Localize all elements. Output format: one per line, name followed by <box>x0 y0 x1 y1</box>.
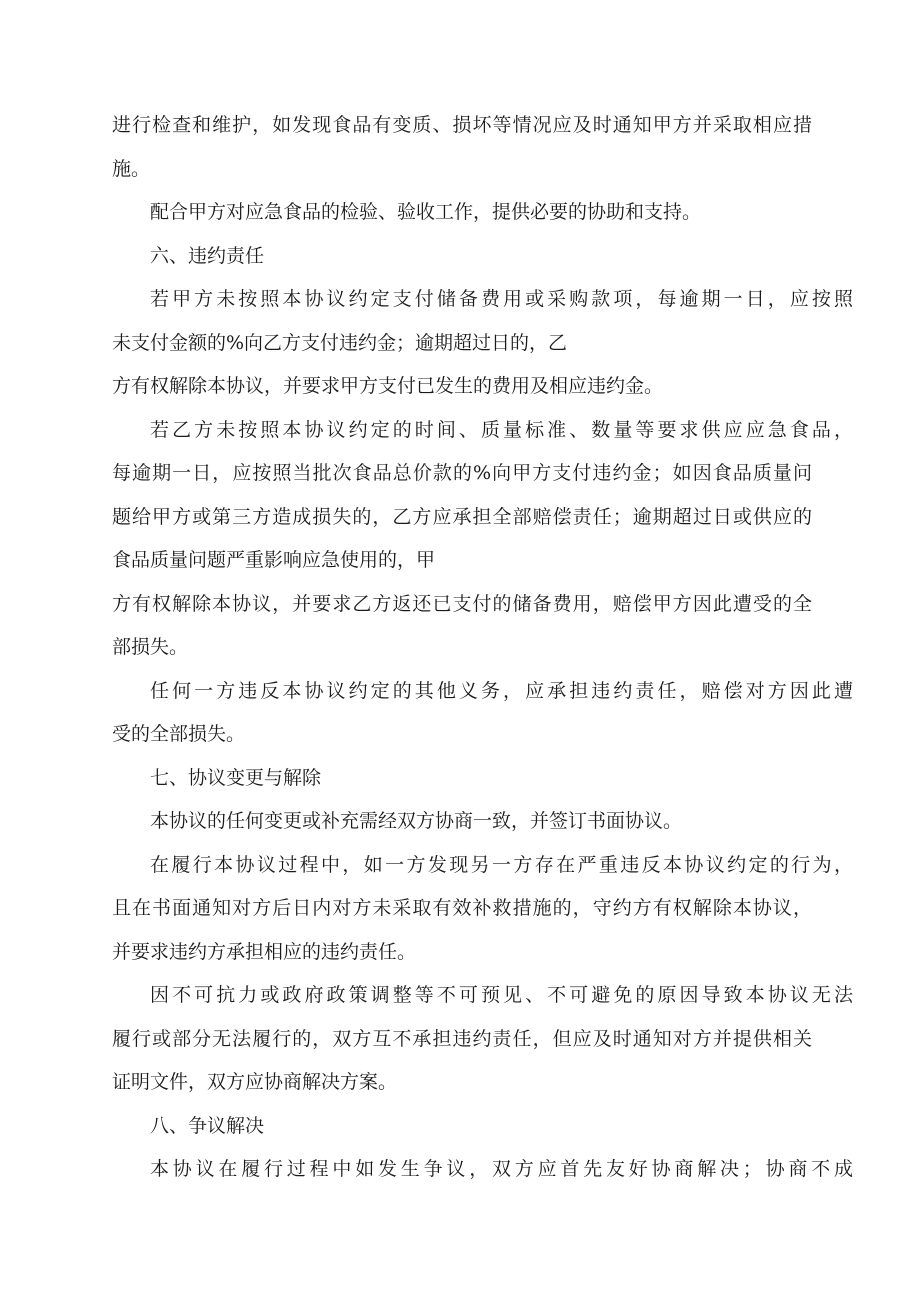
text-line: 部损失。 <box>112 636 189 658</box>
section-heading-8: 八、争议解决 <box>150 1114 265 1137</box>
paragraph-first-line: 若乙方未按照本协议约定的时间、质量标准、数量等要求供应应急食品， <box>150 418 850 441</box>
paragraph-first-line: 因不可抗力或政府政策调整等不可预见、不可避免的原因导致本协议无法 <box>150 984 850 1006</box>
text-line: 未支付金额的%向乙方支付违约金；逾期超过日的，乙 <box>112 331 568 354</box>
text-line: 食品质量问题严重影响应急使用的，甲 <box>112 549 436 571</box>
text-line: 履行或部分无法履行的，双方互不承担违约责任，但应及时通知对方并提供相关 <box>112 1027 812 1050</box>
section-heading-6: 六、违约责任 <box>150 244 265 267</box>
text-line: 进行检查和维护，如发现食品有变质、损坏等情况应及时通知甲方并采取相应措 <box>112 114 812 136</box>
text-line: 题给甲方或第三方造成损失的，乙方应承担全部赔偿责任；逾期超过日或供应的 <box>112 505 812 528</box>
text-line: 方有权解除本协议，并要求乙方返还已支付的储备费用，赔偿甲方因此遭受的全 <box>112 592 812 615</box>
text-line: 方有权解除本协议，并要求甲方支付已发生的费用及相应违约金。 <box>112 375 664 397</box>
paragraph-first-line: 在履行本协议过程中，如一方发现另一方存在严重违反本协议约定的行为， <box>150 853 850 876</box>
document-body <box>112 104 850 1192</box>
text-line: 并要求违约方承担相应的违约责任。 <box>112 940 417 963</box>
text-line: 施。 <box>112 157 151 180</box>
paragraph-first-line: 本协议的任何变更或补充需经双方协商一致，并签订书面协议。 <box>150 810 683 832</box>
paragraph-first-line: 配合甲方对应急食品的检验、验收工作，提供必要的协助和支持。 <box>150 201 702 223</box>
text-line: 且在书面通知对方后日内对方未采取有效补救措施的，守约方有权解除本协议， <box>112 897 812 919</box>
text-line: 每逾期一日，应按照当批次食品总价款的%向甲方支付违约金；如因食品质量问 <box>112 462 812 484</box>
text-line: 证明文件，双方应协商解决方案。 <box>112 1071 398 1093</box>
section-heading-7: 七、协议变更与解除 <box>150 766 322 789</box>
paragraph-first-line: 若甲方未按照本协议约定支付储备费用或采购款项，每逾期一日，应按照 <box>150 288 850 310</box>
paragraph-first-line: 本协议在履行过程中如发生争议，双方应首先友好协商解决；协商不成 <box>150 1158 850 1180</box>
text-line: 受的全部损失。 <box>112 723 246 745</box>
paragraph-first-line: 任何一方违反本协议约定的其他义务，应承担违约责任，赔偿对方因此遭 <box>150 679 850 702</box>
